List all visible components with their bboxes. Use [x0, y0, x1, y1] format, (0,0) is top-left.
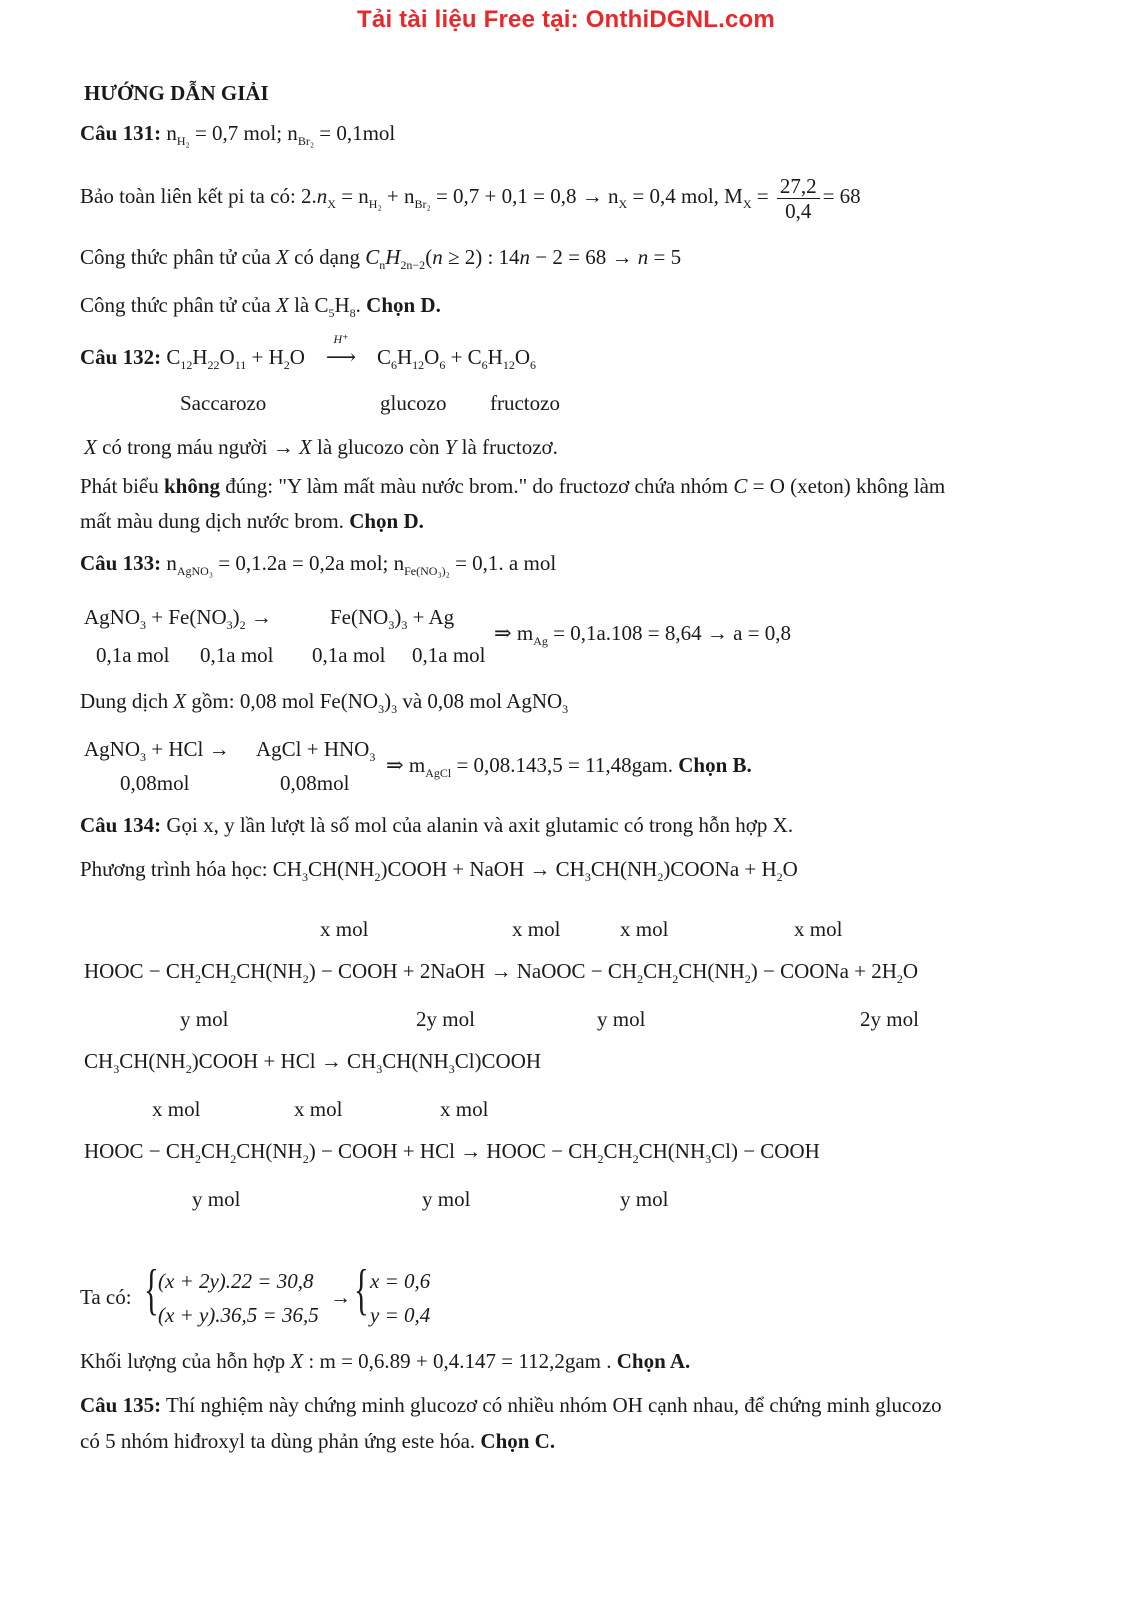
text-run: 22: [207, 358, 220, 372]
q132-line1: [84, 434, 558, 460]
text-run: có dạng: [288, 245, 366, 269]
text-run: + Fe(NO: [146, 605, 227, 629]
q134-system-label: Ta có:: [80, 1285, 132, 1309]
q134-mol: y mol: [192, 1187, 241, 1211]
text-run: n: [637, 245, 649, 269]
q135-line2: [80, 1428, 555, 1454]
text-run: n: [166, 121, 177, 145]
text-run: CH(NH: [638, 1139, 706, 1163]
q132-line2: [80, 473, 1032, 499]
text-run: 2: [230, 972, 237, 986]
text-run: n: [166, 551, 177, 575]
download-banner[interactable]: Tải tài liệu Free tại: OnthiDGNL.com: [357, 6, 775, 33]
text-run: 3: [562, 702, 569, 716]
q134-mol: y mol: [422, 1187, 471, 1211]
text-run: 2: [302, 972, 309, 986]
text-run: O: [902, 959, 919, 983]
text-run: H: [396, 345, 413, 369]
text-run: n: [432, 245, 443, 269]
text-run: X: [618, 197, 628, 211]
text-run: 3: [388, 618, 395, 632]
q134-mol: x mol: [512, 917, 561, 941]
text-run: H: [385, 245, 401, 269]
text-run: = 0,1. a mol: [449, 551, 557, 575]
text-run: Bảo toàn liên kết pi ta có: 2.: [80, 184, 317, 208]
text-run: X: [298, 435, 312, 459]
text-run: C: [376, 345, 391, 369]
text-run: 6: [439, 358, 446, 372]
text-run: 2: [195, 1152, 202, 1166]
text-run: X: [742, 197, 752, 211]
q134-mol: y mol: [180, 1007, 229, 1031]
q134-mol: 2y mol: [416, 1007, 475, 1031]
text-run: 3: [301, 870, 308, 884]
text-run: Chọn A.: [616, 1349, 691, 1373]
text-run: = 0,1a.108 = 8,64 → a = 0,8: [547, 621, 792, 645]
text-run: là fructozơ.: [456, 435, 558, 459]
q133-mol: 0,1a mol: [412, 643, 486, 667]
text-run: Y: [444, 435, 457, 459]
text-run: 12: [180, 358, 193, 372]
text-run: 3: [369, 750, 376, 764]
q134-mol: 2y mol: [860, 1007, 919, 1031]
q132-reactants: [166, 345, 305, 372]
text-run: = n: [335, 184, 369, 208]
text-run: →: [245, 605, 272, 629]
text-run: O: [782, 857, 798, 881]
text-run: ) − COOH + HCl → HOOC − CH: [308, 1139, 598, 1163]
q131-formula-line: [80, 244, 681, 270]
text-run: AgNO: [84, 605, 140, 629]
text-run: CH: [201, 959, 231, 983]
text-run: Cl)COOH: [454, 1049, 542, 1073]
q133-mol: 0,08mol: [280, 771, 350, 795]
text-run: 2: [744, 972, 751, 986]
text-run: 3: [140, 618, 146, 632]
text-run: H₂: [176, 134, 190, 148]
text-run: HOOC − CH: [84, 959, 196, 983]
q134-system-eq1: (x + 2y).22 = 30,8: [158, 1269, 314, 1293]
text-run: 6: [530, 358, 537, 372]
text-run: là glucozo còn: [311, 435, 445, 459]
text-run: = 0,1.2a = 0,2a mol; n: [213, 551, 405, 575]
text-run: Br₂: [297, 134, 314, 148]
text-run: CH: [84, 1049, 114, 1073]
text-run: Phương trình hóa học: CH: [80, 857, 302, 881]
fraction-denominator: 0,4: [785, 198, 812, 223]
q134-system-y: y = 0,4: [370, 1303, 431, 1327]
q132-name-saccarozo: Saccarozo: [180, 391, 267, 415]
q134-mol: y mol: [620, 1187, 669, 1211]
q132-line3: [80, 508, 424, 534]
q133-mol: 0,1a mol: [96, 643, 170, 667]
text-run: 3: [391, 702, 398, 716]
q132-name-glucozo: glucozo: [380, 391, 447, 415]
text-run: n: [316, 184, 328, 208]
text-run: = 0,1mol: [314, 121, 396, 145]
q135-line1: [80, 1392, 942, 1418]
q134-system-x: x = 0,6: [370, 1269, 431, 1293]
text-run: 2: [185, 1062, 192, 1076]
text-run: CH(NH: [678, 959, 745, 983]
text-run: + C: [445, 345, 482, 369]
text-run: H: [334, 293, 350, 317]
q133-reaction1-right: [330, 604, 454, 630]
text-run: ⇒ m: [386, 753, 426, 777]
text-run: = O (xeton) không làm: [747, 474, 946, 498]
text-run: 3: [448, 1062, 455, 1076]
text-run: C: [166, 345, 181, 369]
text-run: không: [164, 474, 221, 498]
text-run: X: [173, 689, 187, 713]
text-run: = 5: [648, 245, 682, 269]
text-run: AgCl: [425, 766, 452, 780]
text-run: Khối lượng của hỗn hợp: [80, 1349, 291, 1373]
text-run: HOOC − CH: [84, 1139, 196, 1163]
text-run: ≥ 2) : 14: [442, 245, 520, 269]
q133-mol: 0,08mol: [120, 771, 190, 795]
q131-label: Câu 131:: [80, 121, 162, 145]
text-run: C: [365, 245, 380, 269]
q132-name-fructozo: fructozo: [490, 391, 560, 415]
text-run: 3: [584, 870, 591, 884]
text-run: X: [327, 197, 336, 211]
text-run: + Ag: [407, 605, 455, 629]
solution-heading: HƯỚNG DẪN GIẢI: [84, 81, 269, 105]
text-run: )COOH + HCl → CH: [191, 1049, 377, 1073]
q132-label: Câu 132:: [80, 345, 162, 369]
text-run: H: [487, 345, 503, 369]
q133-reaction1-left: [84, 604, 272, 630]
q134-system-eq2: (x + y).36,5 = 36,5: [158, 1303, 319, 1327]
q135-label: Câu 135:: [80, 1393, 162, 1417]
text-run: .: [355, 293, 367, 317]
text-run: + H: [246, 345, 284, 369]
q131-pi-balance: [80, 168, 861, 224]
text-run: 8: [349, 306, 356, 320]
text-run: CH(NH: [236, 959, 303, 983]
text-run: X: [84, 435, 97, 459]
q134-equation4: [84, 1138, 820, 1164]
q133-mol: 0,1a mol: [200, 643, 274, 667]
q134-label: Câu 134:: [80, 813, 162, 837]
text-run: và 0,08 mol AgNO: [397, 689, 563, 713]
text-run: 12: [502, 358, 515, 372]
q131-pi-result: = 68: [822, 184, 861, 208]
text-run: 12: [412, 358, 425, 372]
q133-label: Câu 133:: [80, 551, 162, 575]
text-run: 3: [401, 618, 408, 632]
text-run: AgNO₃: [176, 564, 214, 578]
text-run: 2: [657, 870, 664, 884]
text-run: ): [232, 605, 240, 629]
text-run: 2: [283, 358, 290, 372]
text-run: có trong máu người →: [96, 435, 299, 459]
text-run: 3: [113, 1062, 120, 1076]
text-run: CH: [201, 1139, 231, 1163]
text-run: X: [290, 1349, 304, 1373]
text-run: 11: [234, 358, 247, 372]
q134-mol: x mol: [620, 917, 669, 941]
text-run: 3: [226, 618, 233, 632]
q133-given: [80, 550, 556, 576]
text-run: =: [751, 184, 774, 208]
text-run: CH(NH: [590, 857, 658, 881]
text-run: CH: [643, 959, 673, 983]
text-run: Br₂: [414, 197, 431, 211]
text-run: 3: [140, 750, 146, 764]
q134-intro: [80, 812, 793, 838]
q133-given-text: [166, 551, 557, 578]
text-run: 2: [632, 1152, 639, 1166]
text-run: 2n−2: [400, 258, 426, 272]
q132-products: [376, 345, 537, 372]
q134-mol: y mol: [597, 1007, 646, 1031]
reaction-arrow: H⁺ ⟶: [305, 344, 377, 370]
q135-text: Thí nghiệm này chứng minh glucozơ có nhiều nhóm OH cạnh nhau, để chứng minh glucozo: [161, 1393, 942, 1417]
text-run: 2: [637, 972, 644, 986]
text-run: Cl) − COOH: [711, 1139, 820, 1163]
text-run: ⇒ m: [494, 621, 534, 645]
text-run: ): [384, 689, 392, 713]
text-run: 2: [302, 1152, 309, 1166]
text-run: 2: [597, 1152, 604, 1166]
q133-reaction2-left: [84, 736, 230, 762]
text-run: 3: [705, 1152, 712, 1166]
q131-given: [80, 120, 395, 146]
text-run: Chọn B.: [678, 753, 752, 777]
text-run: H₂: [368, 197, 382, 211]
q134-mol: x mol: [794, 917, 843, 941]
text-run: Dung dịch: [80, 689, 174, 713]
text-run: 2: [230, 1152, 237, 1166]
q134-intro-text: Gọi x, y lần lượt là số mol của alanin và axit glutamic có trong hỗn hợp X.: [166, 813, 794, 837]
text-run: )COOH + NaOH → CH: [380, 857, 585, 881]
text-run: Fe(NO₃)₂: [404, 564, 450, 578]
text-run: O: [219, 345, 235, 369]
text-run: = 0,7 + 0,1 = 0,8 → n: [430, 184, 619, 208]
q133-reaction1-result: [494, 620, 791, 646]
text-run: O: [424, 345, 440, 369]
text-run: CH: [603, 1139, 633, 1163]
text-run: X: [275, 293, 289, 317]
text-run: ) − COOH + 2NaOH → NaOOC − CH: [308, 959, 638, 983]
q133-mol: 0,1a mol: [312, 643, 386, 667]
text-run: đúng: "Y làm mất màu nước brom." do fructozơ chứa nhóm: [220, 474, 734, 498]
text-run: 3: [376, 1062, 383, 1076]
q134-mol: x mol: [440, 1097, 489, 1121]
text-run: Chọn C.: [480, 1429, 556, 1453]
text-run: O: [289, 345, 305, 369]
q131-molar-mass-fraction: [777, 174, 820, 223]
text-run: + n: [381, 184, 415, 208]
q133-reaction2-result: [386, 752, 752, 778]
text-run: gồm: 0,08 mol Fe(NO: [186, 689, 379, 713]
text-run: Fe(NO: [330, 605, 389, 629]
q134-mass: [80, 1348, 690, 1374]
text-run: n: [379, 258, 386, 272]
text-run: C: [733, 474, 748, 498]
catalyst-label: H⁺: [333, 332, 349, 346]
text-run: CH(NH: [307, 857, 375, 881]
text-run: CH(NH: [236, 1139, 303, 1163]
text-run: AgNO: [84, 737, 140, 761]
text-run: CH(NH: [119, 1049, 186, 1073]
text-run: 5: [328, 306, 335, 320]
text-run: AgCl + HNO: [256, 737, 370, 761]
text-run: 2: [672, 972, 679, 986]
q134-equation1: [80, 856, 798, 882]
text-run: − 2 = 68 →: [530, 245, 638, 269]
text-run: Ag: [533, 634, 548, 648]
left-brace-icon: {: [354, 1259, 369, 1321]
q131-pi-text: [80, 184, 774, 211]
text-run: )COONa + H: [663, 857, 777, 881]
text-run: ): [394, 605, 402, 629]
arrow-icon: →: [330, 1285, 351, 1309]
text-run: Công thức phân tử của: [80, 293, 276, 317]
q134-mol: x mol: [320, 917, 369, 941]
text-run: = 0,4 mol, M: [627, 184, 743, 208]
q134-mol: x mol: [152, 1097, 201, 1121]
text-run: X: [275, 245, 289, 269]
text-run: CH(NH: [382, 1049, 449, 1073]
q131-given-text: [166, 121, 396, 148]
text-run: Chọn D.: [366, 293, 441, 317]
q134-mol: x mol: [294, 1097, 343, 1121]
q133-solution-x: [80, 688, 568, 714]
text-run: : m = 0,6.89 + 0,4.147 = 112,2gam .: [303, 1349, 617, 1373]
text-run: 2: [195, 972, 202, 986]
left-brace-icon: {: [144, 1259, 159, 1321]
text-run: có 5 nhóm hiđroxyl ta dùng phản ứng este hóa.: [80, 1429, 481, 1453]
q132-equation: [80, 332, 537, 372]
text-run: Phát biểu: [80, 474, 164, 498]
text-run: = 0,08.143,5 = 11,48gam.: [451, 753, 679, 777]
text-run: O: [514, 345, 531, 369]
text-run: 2: [239, 618, 246, 632]
text-run: 2: [374, 870, 381, 884]
text-run: 6: [390, 358, 397, 372]
text-run: (: [425, 245, 433, 269]
text-run: ) − COONa + 2H: [750, 959, 897, 983]
text-run: 3: [378, 702, 385, 716]
text-run: H: [192, 345, 208, 369]
text-run: mất màu dung dịch nước brom.: [80, 509, 350, 533]
text-run: + HCl →: [146, 737, 230, 761]
text-run: 6: [481, 358, 488, 372]
text-run: Công thức phân tử của: [80, 245, 276, 269]
text-run: 2: [776, 870, 783, 884]
fraction-numerator: 27,2: [777, 174, 820, 199]
text-run: là C: [288, 293, 329, 317]
q133-reaction2-right: [256, 736, 375, 762]
text-run: n: [519, 245, 531, 269]
q134-equation3: [84, 1048, 541, 1074]
text-run: 2: [896, 972, 903, 986]
q134-equation2: [84, 958, 918, 984]
q131-conclusion: [80, 292, 441, 318]
text-run: = 0,7 mol; n: [189, 121, 298, 145]
text-run: Chọn D.: [349, 509, 424, 533]
